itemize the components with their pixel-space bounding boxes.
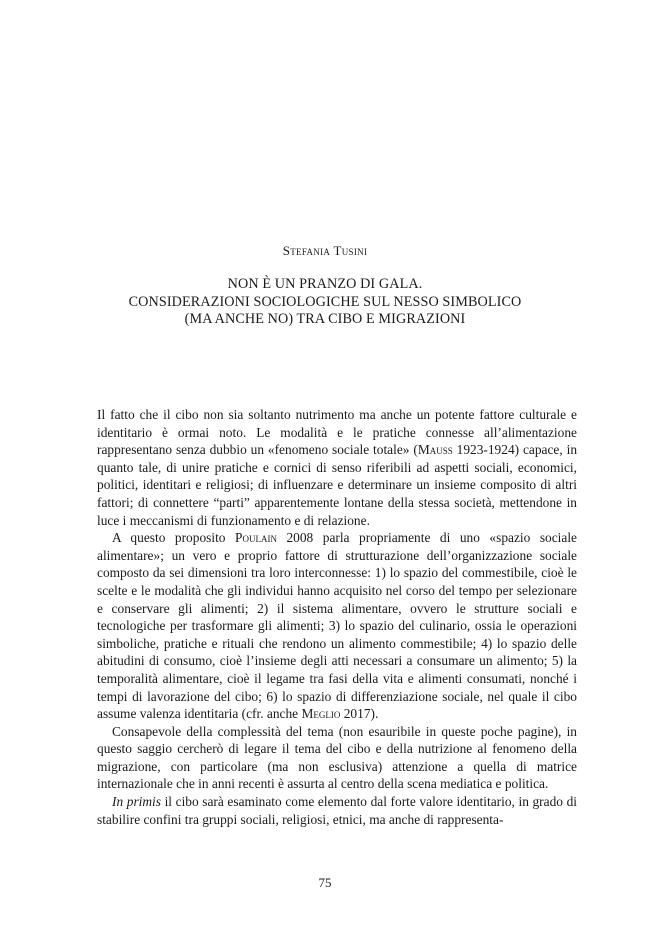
paragraph-3: Consapevole della complessità del tema (non esauribile in queste poche pagine), in questo saggio cercherò di legare il tema del cibo e della nutrizione al fenomeno della migrazione, con particolare (ma non esclusiva) attenzione a quella di matrice internazionale che in anni recenti è assurta al centro della scena mediatica e politica. [97, 723, 577, 792]
paragraph-4 [97, 793, 577, 828]
body-text [97, 406, 577, 828]
p1-text-a: Il fatto che il cibo non sia soltanto nutrimento ma anche un potente fattore culturale e identitario è ormai noto. Le modalità e le pratiche connesse all’alimentazione rappresentano senza dubbio un «fenomeno sociale totale» ( [97, 407, 577, 458]
chapter-title [0, 276, 650, 329]
p2-text-c: 2017). [340, 706, 379, 722]
p2-text-b: 2008 parla propriamente di uno «spazio sociale alimentare»; un vero e proprio fattore di strutturazione dell’organizzazione sociale composto da sei dimensioni tra loro interconnesse: 1) lo spazio del commestibile, cioè le scelte e le modalità che gli individui hanno acquisito nel corso del tempo per selezionare e conservare gli alimenti; 2) il sistema alimentare, ovvero le strutture sociali e tecnologiche per trasformare gli alimenti; 3) lo spazio del culinario, ossia le operazioni simboliche, pratiche e rituali che rendono un alimento commestibile; 4) lo spazio delle abitudini di consumo, cioè l’insieme degli atti necessari a consumare un alimento; 5) la temporalità alimentare, cioè il legame tra fasi della vita e alimenti consumati, nonché i tempi di lavorazione del cibo; 6) lo spazio di differenziazione sociale, nel quale il cibo assume valenza identitaria (cfr. anche [97, 530, 577, 722]
title-line-2: CONSIDERAZIONI SOCIOLOGICHE SUL NESSO SIMBOLICO [128, 293, 522, 310]
p4-italic: In primis [112, 794, 161, 810]
page-number: 75 [318, 875, 332, 890]
author-name: Stefania Tusini [282, 243, 368, 258]
title-line-3: (MA ANCHE NO) TRA CIBO E MIGRAZIONI [184, 311, 466, 327]
title-line-1: NON È UN PRANZO DI GALA. [227, 276, 423, 292]
citation-mauss: Mauss [417, 442, 453, 458]
citation-poulain: Poulain [235, 530, 277, 546]
citation-meglio: Meglio [301, 706, 341, 722]
paragraph-1 [97, 406, 577, 529]
p2-text-a: A questo proposito [112, 530, 235, 546]
paragraph-2 [97, 529, 577, 723]
p4-text: il cibo sarà esaminato come elemento dal forte valore identitario, in grado di stabilire confini tra gruppi sociali, religiosi, etnici, ma anche di rappresenta- [97, 794, 577, 827]
p1-text-b: 1923-1924) capace, in quanto tale, di unire pratiche e cornici di senso riferibili ad aspetti sociali, economici, politici, identitari e religiosi; di influenzare e determinare un insieme composito di altri fattori; di connettere “parti” apparentemente lontane della stessa società, mettendone in luce i meccanismi di funzionamento e di relazione. [97, 442, 578, 528]
